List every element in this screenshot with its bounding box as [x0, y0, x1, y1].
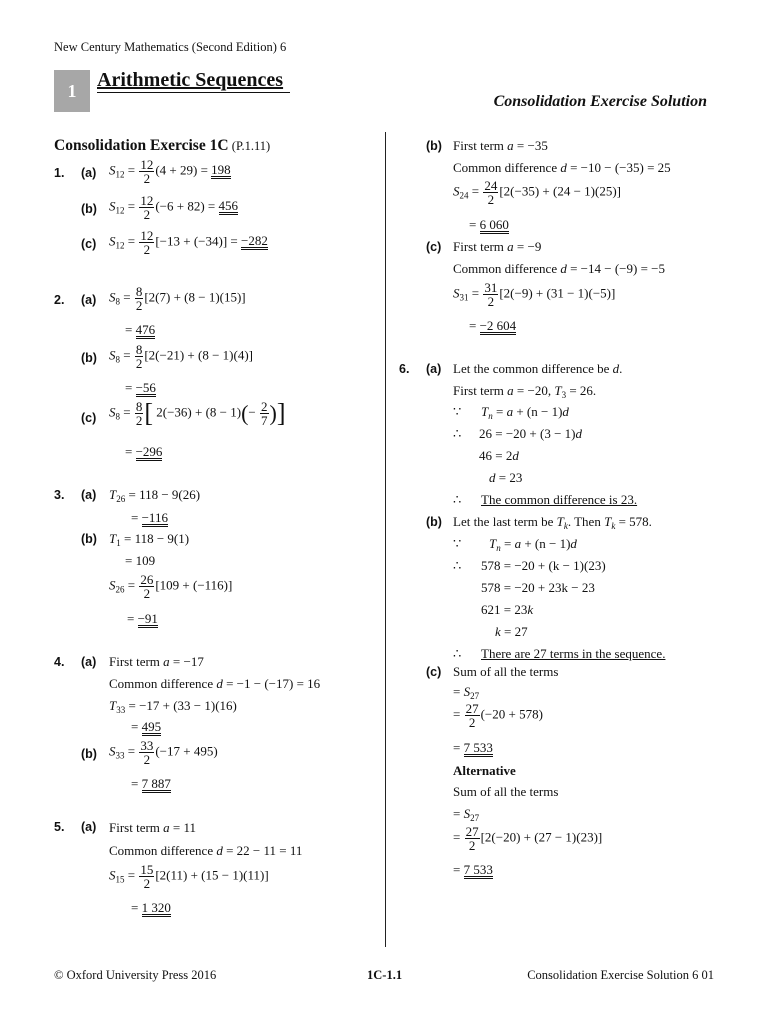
because-symbol-2: ∵: [453, 536, 462, 551]
q1a-label: (a): [81, 166, 97, 180]
q5b-result: = 6 060: [469, 217, 509, 232]
q6b-line4: 578 = −20 + 23k − 23: [481, 580, 595, 595]
q1c-label: (c): [81, 237, 97, 251]
doc-type: Consolidation Exercise Solution: [493, 93, 707, 110]
q5c-common-diff: Common difference d = −14 − (−9) = −5: [453, 261, 665, 276]
q1c-eq: $S_{12}$ = $\frac{12}{2}$ [−13 + (−34)] = −282: [109, 228, 268, 257]
q4b-eq: $S_{33}$ = $\frac{33}{2}$ (−17 + 495): [109, 738, 218, 767]
q2a-label: (a): [81, 293, 97, 307]
q4a-t33: $T_{33} = -17 + (33 - 1)(16)$: [109, 698, 237, 715]
therefore-symbol-2: ∴: [453, 492, 462, 507]
q5c-result: = −2 604: [469, 318, 517, 333]
q4a-answer: 495: [141, 719, 162, 734]
alternative-heading: Alternative: [453, 763, 516, 778]
q6b-line5: 621 = 23k: [481, 602, 534, 617]
q5a-answer: 1 320: [141, 900, 171, 915]
section-title: Consolidation Exercise 1C: [54, 137, 229, 154]
q3b-line2: = 109: [125, 553, 156, 568]
q2c-result: = −296: [125, 444, 163, 459]
q6c-result: = 7 533: [453, 740, 493, 755]
q4b-result: = 7 887: [131, 776, 171, 791]
q5a-first-term: First term a = 11: [109, 820, 197, 835]
q6b-line6: k = 27: [495, 624, 528, 639]
q6b-conclusion: There are 27 terms in the sequence.: [481, 646, 666, 661]
q5a-common-diff: Common difference d = 22 − 11 = 11: [109, 843, 303, 858]
footer-reference: Consolidation Exercise Solution 6 01: [527, 968, 714, 982]
q2a-answer: 476: [135, 322, 156, 337]
title-rule: [97, 92, 290, 93]
q3b-result: = −91: [127, 611, 158, 626]
q6c-line2: = $S_{27}$: [453, 684, 480, 701]
q6c-alt-line1: Sum of all the terms: [453, 784, 559, 799]
because-symbol: ∵: [453, 404, 462, 419]
q6c-alt-answer: 7 533: [463, 862, 493, 877]
q5b-first-term: First term a = −35: [453, 138, 548, 153]
q5c-sum: $S_{31}$ = $\frac{31}{2}$ [2(−9) + (31 − 1)(−5)]: [453, 280, 616, 309]
q1c-answer: −282: [241, 233, 268, 249]
q6c-line1: Sum of all the terms: [453, 664, 559, 679]
chapter-number-box: 1: [54, 70, 90, 112]
q5a-result: = 1 320: [131, 900, 171, 915]
q6a-line2: First term a = −20, $T_3 = 26$.: [453, 383, 597, 400]
q6c-alt-result: = 7 533: [453, 862, 493, 877]
q2-number: 2.: [54, 293, 65, 307]
q3b-eq: $T_1 = 118 - 9(1)$: [109, 531, 190, 548]
q6b-line1: Let the last term be $T_k$. Then $T_k = 578$.: [453, 514, 652, 531]
q6a-label: (a): [426, 362, 442, 376]
q3a-label: (a): [81, 488, 97, 502]
q1a-answer: 198: [211, 162, 231, 178]
q3a-eq: $T_{26} = 118 - 9(26)$: [109, 487, 201, 504]
therefore-symbol-4: ∴: [453, 646, 462, 661]
q4-number: 4.: [54, 655, 65, 669]
q6a-line5: 46 = 2d: [479, 448, 519, 463]
q1-number: 1.: [54, 166, 65, 180]
q6c-answer: 7 533: [463, 740, 493, 755]
q4b-answer: 7 887: [141, 776, 171, 791]
q3-number: 3.: [54, 488, 65, 502]
q5-number: 5.: [54, 820, 65, 834]
q4a-result: = 495: [131, 719, 162, 734]
q5b-common-diff: Common difference d = −10 − (−35) = 25: [453, 160, 671, 175]
q4a-common-diff: Common difference d = −1 − (−17) = 16: [109, 676, 321, 691]
q3a-answer: −116: [141, 510, 168, 525]
q3b-answer: −91: [137, 611, 158, 626]
q6-number: 6.: [399, 362, 410, 376]
section-heading: [54, 137, 270, 155]
q1b-label: (b): [81, 202, 97, 216]
footer-page-code: 1C-1.1: [367, 968, 403, 982]
q5c-first-term: First term a = −9: [453, 239, 542, 254]
q6b-line2: $T_n = a + (n - 1)d$: [489, 536, 577, 553]
q6b-label: (b): [426, 515, 442, 529]
q6a-line4: 26 = −20 + (3 − 1)d: [479, 426, 582, 441]
q6c-alt-line3: = $\frac{27}{2}$ [2(−20) + (27 − 1)(23)]: [453, 824, 603, 853]
q6a-line3: $T_n = a + (n - 1)d$: [481, 404, 569, 421]
q6b-line3: 578 = −20 + (k − 1)(23): [481, 558, 606, 573]
q2c-eq: $S_8$ = $\frac{8}{2}$ [ 2(−36) + (8 − 1)(− $\frac{2}{7}$ )]: [109, 398, 286, 428]
q5b-sum: $S_{24}$ = $\frac{24}{2}$ [2(−35) + (24 − 1)(25)]: [453, 178, 621, 207]
q5a-label: (a): [81, 820, 97, 834]
section-page-ref: (P.1.11): [231, 139, 271, 153]
q2c-answer: −296: [135, 444, 163, 459]
q5b-label: (b): [426, 139, 442, 153]
q5b-answer: 6 060: [479, 217, 509, 232]
therefore-symbol: ∴: [453, 426, 462, 441]
q3b-sum: $S_{26}$ = $\frac{26}{2}$ [109 + (−116)]: [109, 572, 233, 601]
q5c-answer: −2 604: [479, 318, 517, 333]
q2b-eq: $S_8$ = $\frac{8}{2}$ [2(−21) + (8 − 1)(4)]: [109, 342, 253, 371]
q2b-result: = −56: [125, 380, 156, 395]
footer-copyright: © Oxford University Press 2016: [54, 968, 217, 982]
q3b-label: (b): [81, 532, 97, 546]
q2b-answer: −56: [135, 380, 156, 395]
q1b-answer: 456: [218, 198, 238, 214]
q6c-alt-line2: = $S_{27}$: [453, 806, 480, 823]
q3a-result: = −116: [131, 510, 168, 525]
q1b-eq: $S_{12}$ = $\frac{12}{2}$ (−6 + 82) = 456: [109, 193, 238, 222]
q4a-label: (a): [81, 655, 97, 669]
q6a-conclusion: The common difference is 23.: [481, 492, 638, 507]
q4a-first-term: First term a = −17: [109, 654, 204, 669]
q2b-label: (b): [81, 351, 97, 365]
book-title: New Century Mathematics (Second Edition) 6: [54, 40, 287, 54]
q4b-label: (b): [81, 747, 97, 761]
q6a-line1: Let the common difference be d.: [453, 361, 623, 376]
therefore-symbol-3: ∴: [453, 558, 462, 573]
q2c-label: (c): [81, 411, 97, 425]
column-divider: [385, 132, 386, 947]
chapter-title: Arithmetic Sequences: [97, 69, 284, 91]
q6a-line6: d = 23: [489, 470, 523, 485]
q5c-label: (c): [426, 240, 442, 254]
q1a-eq: $S_{12}$ = $\frac{12}{2}$ (4 + 29) = 198: [109, 157, 231, 186]
q2a-eq: $S_8$ = $\frac{8}{2}$ [2(7) + (8 − 1)(15)]: [109, 284, 246, 313]
q5a-sum: $S_{15}$ = $\frac{15}{2}$ [2(11) + (15 − 1)(11)]: [109, 862, 269, 891]
q2a-result: = 476: [125, 322, 156, 337]
q6c-label: (c): [426, 665, 442, 679]
q6c-line3: = $\frac{27}{2}$ (−20 + 578): [453, 701, 543, 730]
